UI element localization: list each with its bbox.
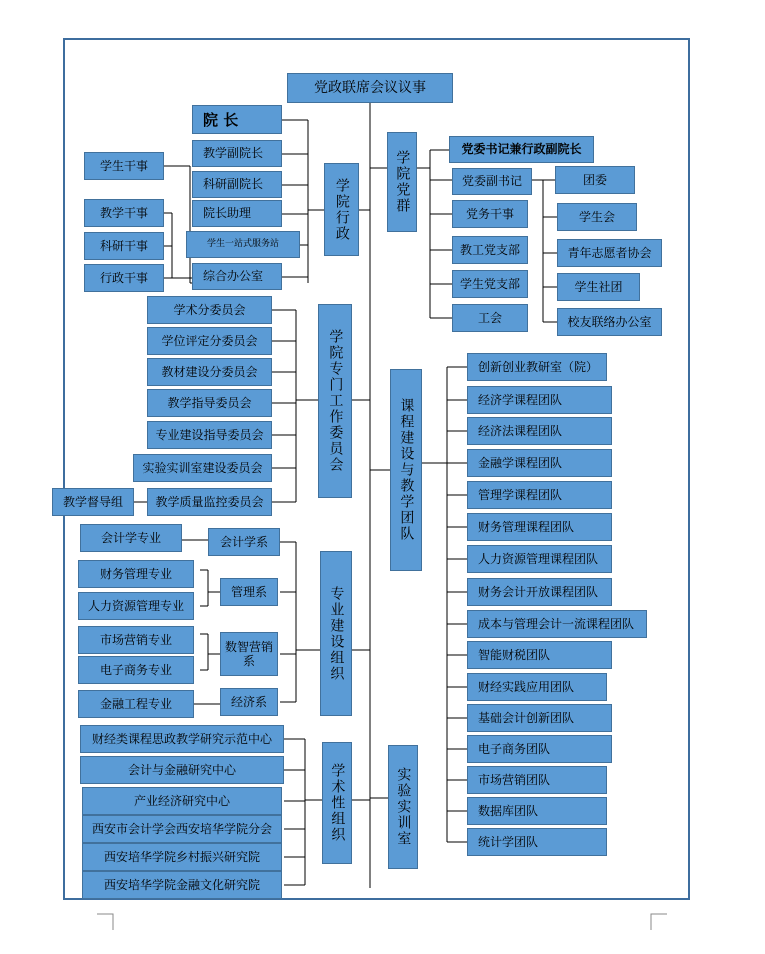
committee-item: 学术分委员会 [147,296,272,324]
committee-item: 教学质量监控委员会 [147,488,272,516]
admin-staff: 学生干事 [84,152,164,180]
major-dept: 数智营销系 [220,632,278,676]
group-party: 学院党群 [387,132,417,232]
course-team: 基础会计创新团队 [467,704,612,732]
party-item: 党务干事 [452,200,528,228]
group-admin: 学院行政 [324,163,359,256]
course-team: 智能财税团队 [467,641,612,669]
major-item: 人力资源管理专业 [78,592,194,620]
committee-item: 实验实训室建设委员会 [133,454,272,482]
party-item: 教工党支部 [452,236,528,264]
admin-item: 教学副院长 [192,140,282,167]
committee-item: 教学指导委员会 [147,389,272,417]
major-item: 会计学专业 [80,524,182,552]
course-team: 人力资源管理课程团队 [467,545,612,573]
academic-org: 财经类课程思政教学研究示范中心 [80,725,284,753]
root-node: 党政联席会议议事 [287,73,453,103]
course-team: 管理学课程团队 [467,481,612,509]
page-corner-mark [96,913,114,931]
major-dept: 经济系 [220,688,278,716]
course-team: 数据库团队 [467,797,607,825]
major-item: 财务管理专业 [78,560,194,588]
admin-staff: 教学干事 [84,199,164,227]
course-team: 财经实践应用团队 [467,673,607,701]
academic-org: 西安市会计学会西安培华学院分会 [82,815,282,843]
committee-item: 教材建设分委员会 [147,358,272,386]
admin-item: 学生一站式服务站 [186,231,300,258]
party-item: 学生党支部 [452,270,528,298]
academic-org: 产业经济研究中心 [82,787,282,815]
course-team: 统计学团队 [467,828,607,856]
group-major: 专业建设组织 [320,551,352,716]
major-item: 市场营销专业 [78,626,194,654]
group-academic: 学术性组织 [322,742,352,864]
academic-org: 西安培华学院金融文化研究院 [82,871,282,899]
admin-item: 综合办公室 [192,263,282,290]
course-team: 成本与管理会计一流课程团队 [467,610,647,638]
major-item: 金融工程专业 [78,690,194,718]
course-team: 创新创业教研室（院） [467,353,607,381]
course-team: 金融学课程团队 [467,449,612,477]
major-item: 电子商务专业 [78,656,194,684]
party-item: 工会 [452,304,528,332]
page-corner-mark [650,913,668,931]
committee-item: 学位评定分委员会 [147,327,272,355]
academic-org: 会计与金融研究中心 [80,756,284,784]
group-committee: 学院专门工作委员会 [318,304,352,498]
course-team: 经济法课程团队 [467,417,612,445]
admin-item: 科研副院长 [192,171,282,198]
admin-staff: 行政干事 [84,264,164,292]
admin-dean: 院 长 [192,105,282,134]
major-dept: 会计学系 [208,528,280,556]
party-youth: 校友联络办公室 [557,308,662,336]
party-youth: 学生社团 [557,273,640,301]
party-item: 党委书记兼行政副院长 [449,136,594,163]
party-youth: 团委 [555,166,635,194]
academic-org: 西安培华学院乡村振兴研究院 [82,843,282,871]
committee-item: 专业建设指导委员会 [147,421,272,449]
course-team: 经济学课程团队 [467,386,612,414]
course-team: 财务管理课程团队 [467,513,612,541]
course-team: 电子商务团队 [467,735,612,763]
course-team: 财务会计开放课程团队 [467,578,612,606]
admin-staff: 科研干事 [84,232,164,260]
course-team: 市场营销团队 [467,766,607,794]
group-lab: 实验实训室 [388,745,418,869]
admin-item: 院长助理 [192,200,282,227]
major-dept: 管理系 [220,578,278,606]
party-item: 党委副书记 [452,168,532,195]
party-youth: 青年志愿者协会 [557,239,662,267]
committee-inspector: 教学督导组 [52,488,134,516]
group-course: 课程建设与教学团队 [390,369,422,571]
party-youth: 学生会 [557,203,637,231]
